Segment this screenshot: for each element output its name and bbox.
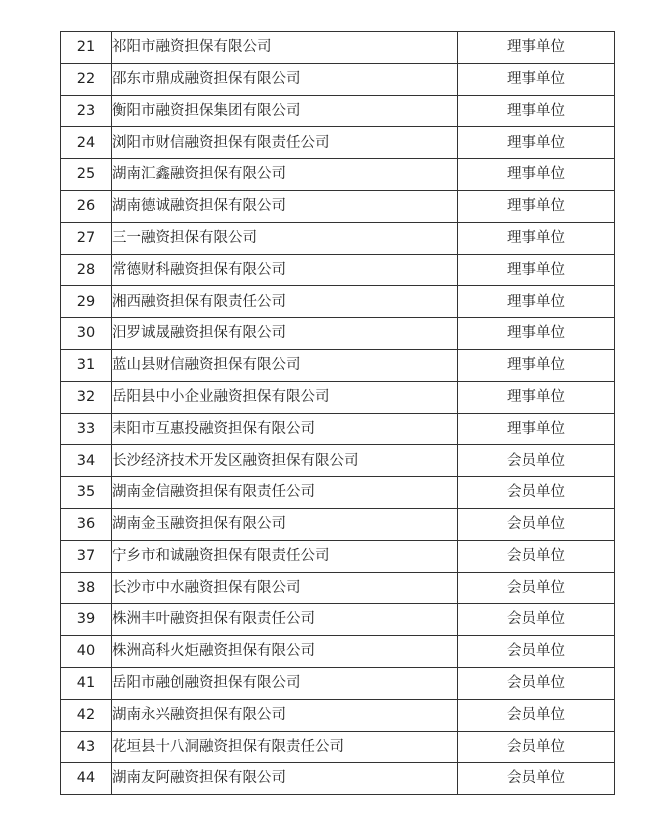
row-number: 29 xyxy=(61,286,112,318)
table-row xyxy=(61,604,615,636)
membership-type: 理事单位 xyxy=(458,63,615,95)
row-number: 41 xyxy=(61,667,112,699)
row-number: 25 xyxy=(61,159,112,191)
row-number: 44 xyxy=(61,763,112,795)
company-name: 株洲丰叶融资担保有限责任公司 xyxy=(112,604,458,636)
table-row xyxy=(61,540,615,572)
row-number: 35 xyxy=(61,477,112,509)
membership-type: 会员单位 xyxy=(458,508,615,540)
membership-type: 会员单位 xyxy=(458,604,615,636)
membership-type: 理事单位 xyxy=(458,95,615,127)
company-name: 花垣县十八洞融资担保有限责任公司 xyxy=(112,731,458,763)
membership-type: 会员单位 xyxy=(458,540,615,572)
membership-type: 会员单位 xyxy=(458,763,615,795)
table-row xyxy=(61,286,615,318)
membership-type: 会员单位 xyxy=(458,699,615,731)
row-number: 37 xyxy=(61,540,112,572)
company-name: 长沙市中水融资担保有限公司 xyxy=(112,572,458,604)
table-row xyxy=(61,731,615,763)
row-number: 39 xyxy=(61,604,112,636)
row-number: 36 xyxy=(61,508,112,540)
row-number: 32 xyxy=(61,381,112,413)
membership-type: 理事单位 xyxy=(458,32,615,64)
table-row xyxy=(61,159,615,191)
table-row xyxy=(61,127,615,159)
membership-type: 会员单位 xyxy=(458,572,615,604)
row-number: 33 xyxy=(61,413,112,445)
membership-type: 理事单位 xyxy=(458,190,615,222)
row-number: 43 xyxy=(61,731,112,763)
company-name: 汨罗诚晟融资担保有限公司 xyxy=(112,318,458,350)
table-row xyxy=(61,572,615,604)
row-number: 34 xyxy=(61,445,112,477)
table-row xyxy=(61,477,615,509)
company-name: 湖南永兴融资担保有限公司 xyxy=(112,699,458,731)
company-name: 长沙经济技术开发区融资担保有限公司 xyxy=(112,445,458,477)
membership-type: 理事单位 xyxy=(458,127,615,159)
row-number: 22 xyxy=(61,63,112,95)
row-number: 40 xyxy=(61,636,112,668)
company-name: 岳阳县中小企业融资担保有限公司 xyxy=(112,381,458,413)
membership-type: 会员单位 xyxy=(458,445,615,477)
company-name: 岳阳市融创融资担保有限公司 xyxy=(112,667,458,699)
company-name: 湖南汇鑫融资担保有限公司 xyxy=(112,159,458,191)
company-name: 邵东市鼎成融资担保有限公司 xyxy=(112,63,458,95)
company-name: 浏阳市财信融资担保有限责任公司 xyxy=(112,127,458,159)
company-name: 湖南德诚融资担保有限公司 xyxy=(112,190,458,222)
membership-type: 理事单位 xyxy=(458,413,615,445)
row-number: 31 xyxy=(61,349,112,381)
table-row xyxy=(61,63,615,95)
row-number: 28 xyxy=(61,254,112,286)
membership-type: 理事单位 xyxy=(458,159,615,191)
company-name: 三一融资担保有限公司 xyxy=(112,222,458,254)
table-row xyxy=(61,667,615,699)
company-name: 宁乡市和诚融资担保有限责任公司 xyxy=(112,540,458,572)
row-number: 38 xyxy=(61,572,112,604)
table-row xyxy=(61,190,615,222)
membership-type: 会员单位 xyxy=(458,636,615,668)
row-number: 24 xyxy=(61,127,112,159)
row-number: 21 xyxy=(61,32,112,64)
company-name: 湖南金信融资担保有限责任公司 xyxy=(112,477,458,509)
table-row xyxy=(61,254,615,286)
membership-type: 理事单位 xyxy=(458,349,615,381)
row-number: 42 xyxy=(61,699,112,731)
table-row xyxy=(61,763,615,795)
row-number: 23 xyxy=(61,95,112,127)
member-table xyxy=(60,31,615,795)
membership-type: 理事单位 xyxy=(458,254,615,286)
table-row xyxy=(61,445,615,477)
company-name: 湖南友阿融资担保有限公司 xyxy=(112,763,458,795)
membership-type: 理事单位 xyxy=(458,286,615,318)
table-row xyxy=(61,349,615,381)
table-row xyxy=(61,508,615,540)
table-row xyxy=(61,222,615,254)
company-name: 祁阳市融资担保有限公司 xyxy=(112,32,458,64)
table-row xyxy=(61,699,615,731)
company-name: 耒阳市互惠投融资担保有限公司 xyxy=(112,413,458,445)
company-name: 蓝山县财信融资担保有限公司 xyxy=(112,349,458,381)
membership-type: 会员单位 xyxy=(458,731,615,763)
table-row xyxy=(61,32,615,64)
company-name: 湘西融资担保有限责任公司 xyxy=(112,286,458,318)
membership-type: 理事单位 xyxy=(458,222,615,254)
membership-type: 理事单位 xyxy=(458,318,615,350)
row-number: 30 xyxy=(61,318,112,350)
row-number: 27 xyxy=(61,222,112,254)
table-row xyxy=(61,318,615,350)
membership-type: 会员单位 xyxy=(458,667,615,699)
table-row xyxy=(61,636,615,668)
company-name: 湖南金玉融资担保有限公司 xyxy=(112,508,458,540)
membership-type: 会员单位 xyxy=(458,477,615,509)
table-row xyxy=(61,381,615,413)
member-table-body xyxy=(61,32,615,795)
company-name: 衡阳市融资担保集团有限公司 xyxy=(112,95,458,127)
company-name: 常德财科融资担保有限公司 xyxy=(112,254,458,286)
table-row xyxy=(61,413,615,445)
company-name: 株洲高科火炬融资担保有限公司 xyxy=(112,636,458,668)
row-number: 26 xyxy=(61,190,112,222)
membership-type: 理事单位 xyxy=(458,381,615,413)
table-row xyxy=(61,95,615,127)
